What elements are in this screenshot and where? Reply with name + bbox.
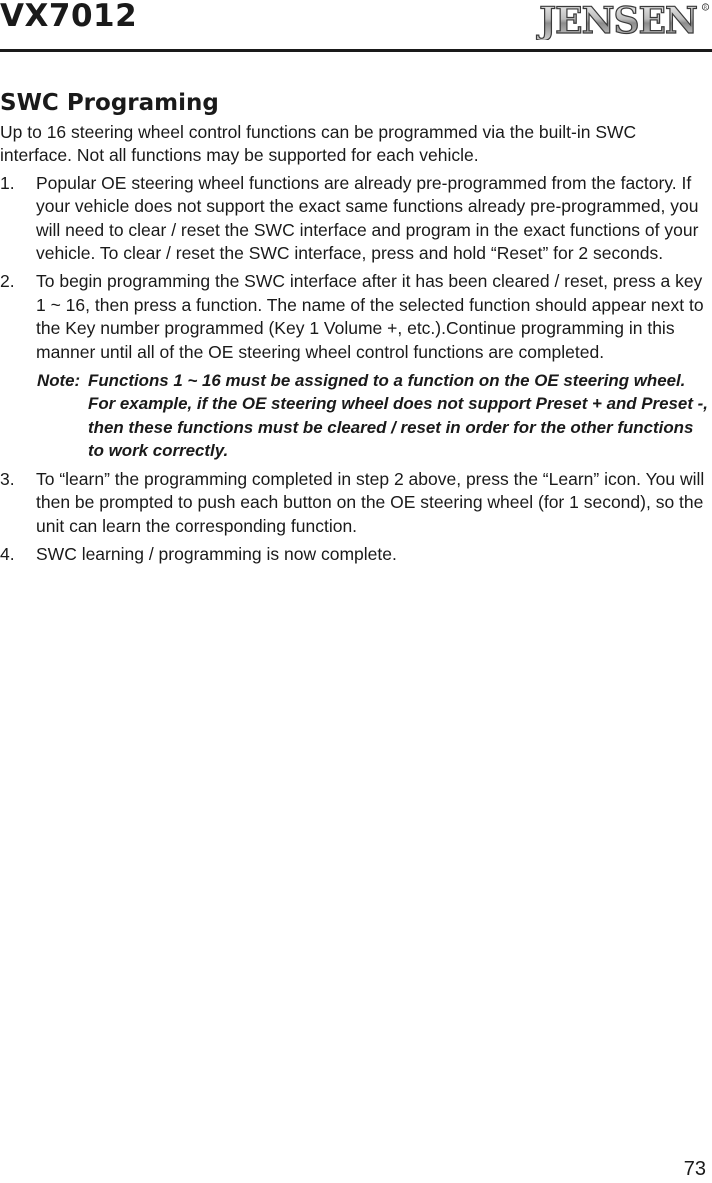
page-header [0, 0, 712, 52]
svg-text:R: R [703, 5, 708, 11]
step-text: To begin programming the SWC interface after it has been cleared / reset, press a key 1 ~ 16, then press a function. The name of the selected function should appear next to the Key number programmed (Key 1 Volume +, etc.).Continue programming in this manner until all of the OE steering wheel control functions are completed. [36, 271, 704, 362]
step-text: Popular OE steering wheel functions are already pre-programmed from the factory. If your vehicle does not support the exact same functions already pre-programmed, you will need to clear / reset the SWC interface and program in the exact functions of your vehicle. To clear / reset the SWC interface, press and hold “Reset” for 2 seconds. [36, 172, 699, 264]
page-number: 73 [683, 1158, 706, 1180]
step-number: 1. [0, 172, 15, 193]
step-2 [0, 270, 712, 364]
step-1 [0, 172, 712, 266]
step-text: To “learn” the programming completed in step 2 above, press the “Learn” icon. You will then be prompted to push each button on the OE steering wheel (for 1 second), so the unit can learn the corresponding function. [36, 468, 705, 536]
header-rule [0, 49, 712, 52]
step-4 [0, 543, 712, 566]
note-block [37, 369, 712, 463]
model-number: VX7012 [0, 0, 138, 34]
note-label: Note: [37, 371, 81, 391]
steps-list [0, 172, 712, 364]
section-title: SWC Programing [0, 90, 219, 116]
step-number: 4. [0, 543, 15, 564]
step-text: SWC learning / programming is now complete. [36, 543, 397, 564]
jensen-logo [532, 0, 710, 40]
intro-paragraph: Up to 16 steering wheel control functions can be programmed via the built-in SWC interface. Not all functions may be supported for each vehicle. [0, 122, 637, 166]
step-number: 3. [0, 468, 15, 489]
step-number: 2. [0, 271, 15, 292]
logo-text: JENSEN [539, 0, 697, 40]
note-text: Functions 1 ~ 16 must be assigned to a function on the OE steering wheel. For example, if the OE steering wheel does not support Preset + and Preset -, then these functions must be cleared / reset in order for the other functions to work correctly. [88, 371, 708, 461]
step-3 [0, 468, 712, 538]
page-content [0, 86, 712, 571]
steps-list-continued [0, 468, 712, 567]
